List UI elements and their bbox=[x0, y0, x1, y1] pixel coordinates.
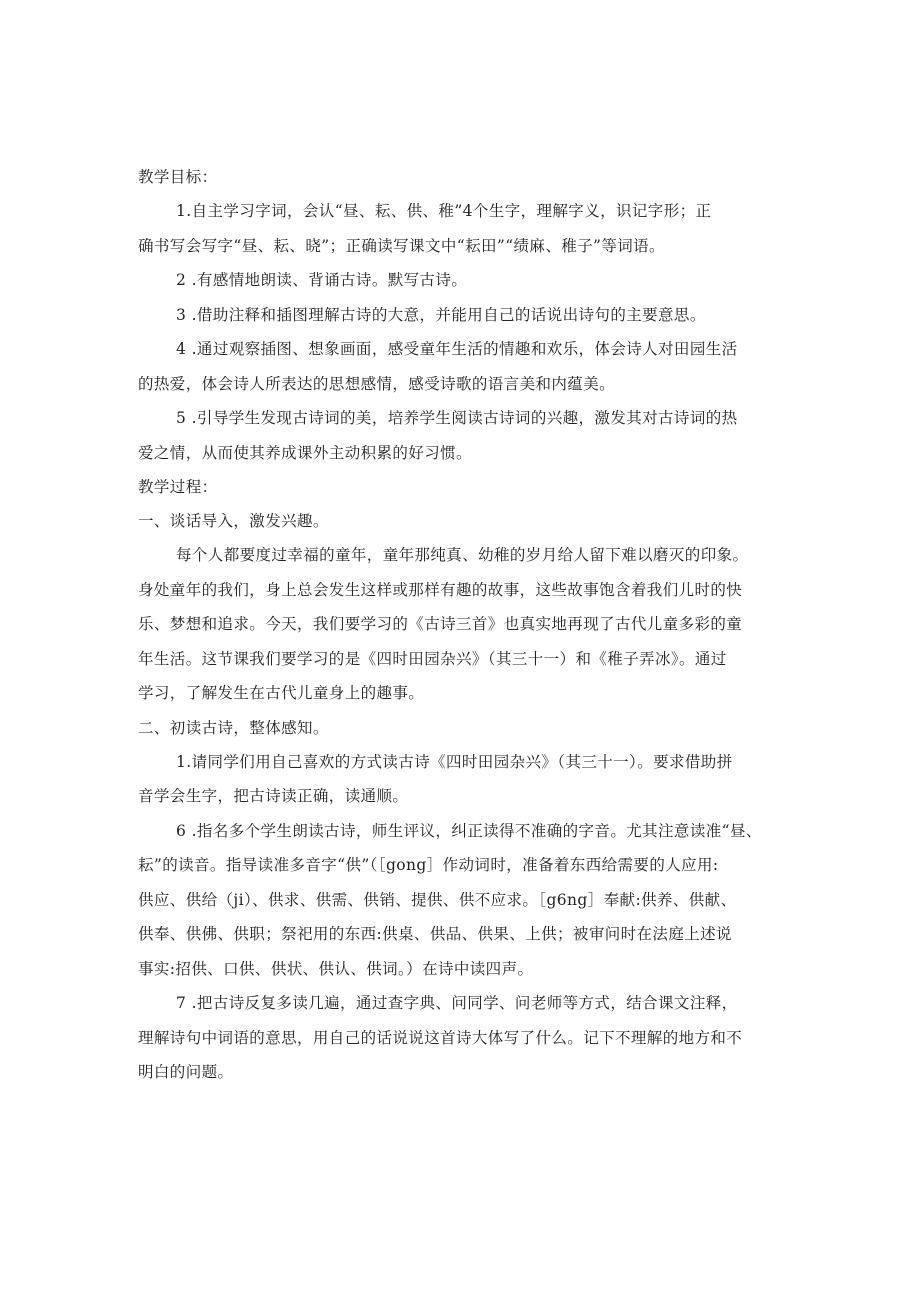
text-line: 确书写会写字“昼、耘、晓”；正确读写课文中“耘田”“绩麻、稚子”等词语。 bbox=[138, 236, 665, 255]
text-line: 供应、供给（ji）、供求、供需、供销、提供、供不应求。［g6ng］奉献:供养、供献、 bbox=[138, 890, 737, 909]
process-heading: 教学过程： bbox=[138, 478, 218, 496]
text-line: 理解诗句中词语的意思，用自己的话说说这首诗大体写了什么。记下不理解的地方和不 bbox=[138, 1028, 743, 1047]
text-line: 身处童年的我们，身上总会发生这样或那样有趣的故事，这些故事饱含着我们儿时的快 bbox=[138, 580, 743, 599]
objective-item-1-cont bbox=[138, 229, 788, 264]
section-2-item-6 bbox=[138, 814, 788, 987]
objective-item-3 bbox=[138, 298, 788, 333]
text-line: 明白的问题。 bbox=[138, 1063, 234, 1081]
objectives-heading: 教学目标： bbox=[138, 168, 218, 186]
objective-item-4-cont bbox=[138, 367, 788, 402]
text-line: 每个人都要度过幸福的童年，童年那纯真、幼稚的岁月给人留下难以磨灭的印象。 bbox=[176, 546, 749, 564]
text-line: 供奉、供佛、供职；祭祀用的东西:供桌、供品、供果、上供；被审问时在法庭上述说 bbox=[138, 925, 732, 943]
objective-item-4 bbox=[138, 332, 788, 367]
text-line: 乐、梦想和追求。今天，我们要学习的《古诗三首》也真实地再现了古代儿童多彩的童 bbox=[138, 615, 743, 633]
text-line: 学习，了解发生在古代儿童身上的趣事。 bbox=[138, 684, 425, 702]
objective-item-2 bbox=[138, 263, 788, 298]
text-line: 3 .借助注释和插图理解古诗的大意，并能用自己的话说出诗句的主要意思。 bbox=[176, 305, 706, 324]
objective-item-1 bbox=[138, 194, 788, 229]
text-line: 的热爱，体会诗人所表达的思想感情，感受诗歌的语言美和内蕴美。 bbox=[138, 374, 616, 393]
text-line: 2 .有感情地朗读、背诵古诗。默写古诗。 bbox=[176, 271, 468, 289]
text-line: 1.请同学们用自己喜欢的方式读古诗《四时田园杂兴》（其三十一）。要求借助拼 bbox=[176, 752, 733, 771]
text-line: 年生活。这节课我们要学习的是《四时田园杂兴》（其三十一）和《稚子弄冰》。通过 bbox=[138, 649, 727, 668]
text-line: 6 .指名多个学生朗读古诗，师生评议，纠正读得不准确的字音。尤其注意读准“昼、 bbox=[176, 821, 762, 840]
text-line: 耘”的读音。指导读准多音字“供”（［gong］作动词时，准备着东西给需要的人应用: bbox=[138, 856, 719, 874]
text-line: 音学会生字，把古诗读正确，读通顺。 bbox=[138, 787, 409, 805]
section-1-paragraph bbox=[138, 538, 788, 711]
objective-item-5 bbox=[138, 401, 788, 436]
section-1-title: 一、谈话导入，激发兴趣。 bbox=[138, 512, 329, 530]
section-2-item-1 bbox=[138, 745, 788, 814]
text-line: 5 .引导学生发现古诗词的美，培养学生阅读古诗词的兴趣，激发其对古诗词的热 bbox=[176, 409, 738, 427]
text-line: 7 .把古诗反复多读几遍，通过查字典、问同学、问老师等方式，结合课文注释， bbox=[176, 994, 738, 1012]
section-2-title: 二、初读古诗，整体感知。 bbox=[138, 718, 329, 737]
section-2-item-7 bbox=[138, 986, 788, 1090]
objective-item-5-cont bbox=[138, 436, 788, 471]
document-body bbox=[138, 160, 788, 1090]
text-line: 事实:招供、口供、供状、供认、供词。）在诗中读四声。 bbox=[138, 959, 534, 978]
text-line: 1.自主学习字词，会认“昼、耘、供、稚”4个生字，理解字义，识记字形；正 bbox=[176, 202, 712, 220]
text-line: 爱之情，从而使其养成课外主动积累的好习惯。 bbox=[138, 443, 472, 462]
text-line: 4 .通过观察插图、想象画面，感受童年生活的情趣和欢乐，体会诗人对田园生活 bbox=[176, 340, 738, 358]
